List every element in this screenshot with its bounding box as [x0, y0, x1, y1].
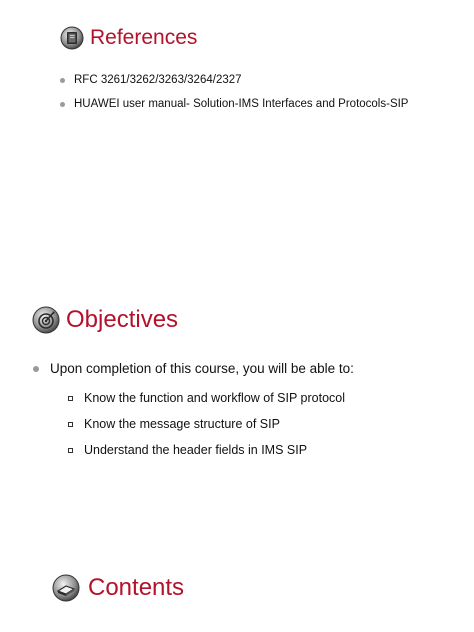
references-heading — [60, 26, 197, 50]
bullet-square-icon — [68, 448, 73, 453]
objectives-heading — [32, 306, 178, 334]
objectives-title: Objectives — [66, 306, 179, 333]
bullet-square-icon — [68, 422, 73, 427]
list-item: HUAWEI user manual- Solution-IMS Interfaces and Protocols-SIP — [58, 94, 438, 114]
objectives-list — [30, 358, 450, 466]
bullet-square-icon — [68, 396, 73, 401]
book-open-icon — [52, 574, 80, 602]
bullet-dot-icon — [60, 78, 65, 83]
list-item: RFC 3261/3262/3263/3264/2327 — [58, 70, 438, 90]
book-icon — [60, 26, 84, 50]
objectives-sublist — [66, 388, 450, 460]
bullet-dot-icon — [33, 366, 39, 372]
bullet-dot-icon — [60, 102, 65, 107]
references-list — [58, 70, 438, 118]
contents-title: Contents — [88, 574, 185, 601]
list-item — [30, 358, 450, 460]
references-title: References — [90, 26, 198, 49]
target-icon — [32, 306, 60, 334]
list-item: Know the function and workflow of SIP protocol — [66, 388, 450, 408]
objectives-intro: Upon completion of this course, you will be able to: — [50, 361, 354, 376]
list-item: Know the message structure of SIP — [66, 414, 450, 434]
contents-heading — [52, 574, 184, 602]
list-item: Understand the header fields in IMS SIP — [66, 440, 450, 460]
